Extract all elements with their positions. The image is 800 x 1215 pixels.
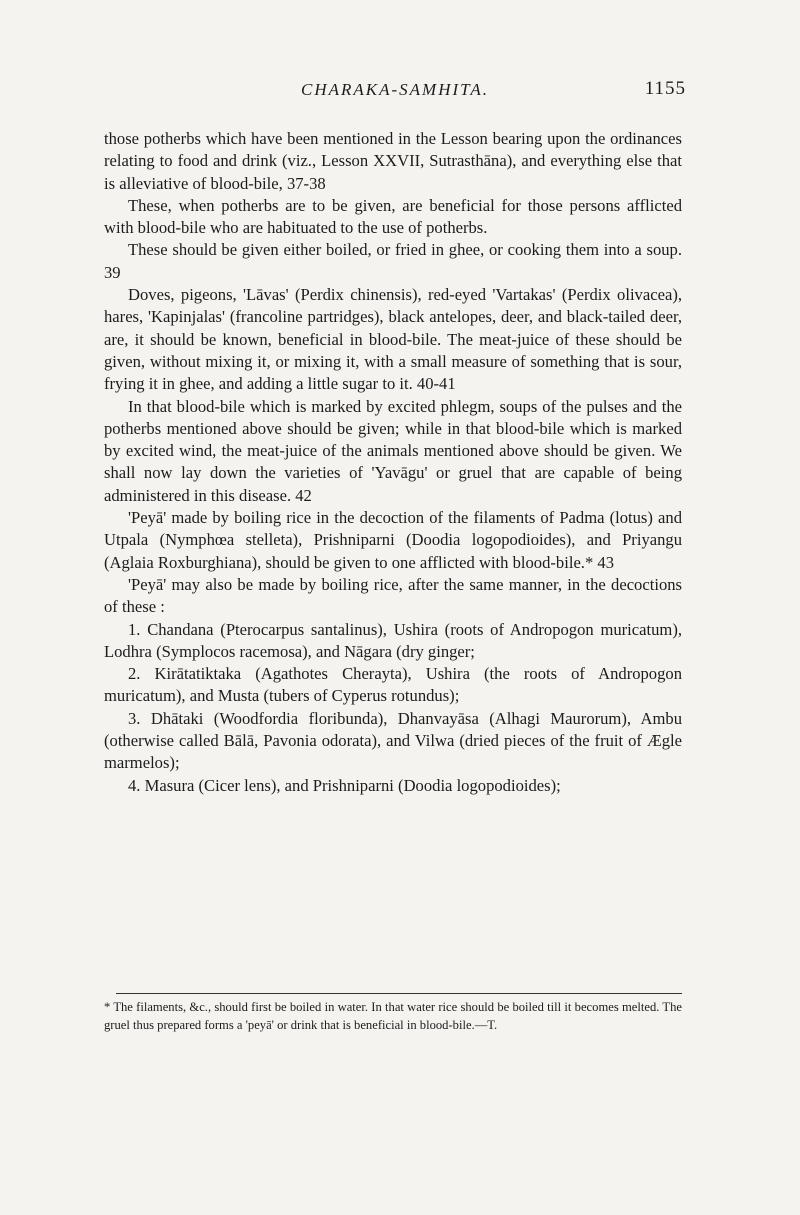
footnote-divider	[116, 993, 682, 994]
paragraph: 'Peyā' may also be made by boiling rice, after the same manner, in the decoctions of these :	[104, 574, 682, 617]
paragraph: Doves, pigeons, 'Lāvas' (Perdix chinensis), red-eyed 'Vartakas' (Perdix olivacea), hares, 'Kapinjalas' (francoline partridges), black antelopes, deer, and black-tailed deer, are, it should be known, beneficial in blood-bile. The meat-juice of these should be given, without mixing it, or mixing it, with a small measure of something that is sour, frying it in ghee, and adding a little sugar to it. 40-41	[104, 285, 682, 394]
footnote: * The filaments, &c., should first be boiled in water. In that water rice should be boiled till it becomes melted. The gruel thus prepared forms a 'peyā' or drink that is beneficial in blood-bile.—T.	[104, 1000, 682, 1032]
page-header	[104, 74, 686, 104]
paragraph: those potherbs which have been mentioned in the Lesson bearing upon the ordinances relating to food and drink (viz., Lesson XXVII, Sutrasthāna), and everything else that is alleviative of blood-bile, 37-38	[104, 129, 682, 193]
body-text	[104, 128, 682, 797]
list-item: 3. Dhātaki (Woodfordia floribunda), Dhanvayāsa (Alhagi Maurorum), Ambu (otherwise called Bālā, Pavonia odorata), and Vilwa (dried pieces of the fruit of Ægle marmelos);	[104, 708, 682, 773]
paragraph: These should be given either boiled, or fried in ghee, or cooking them into a soup. 39	[104, 240, 682, 282]
list-item: 4. Masura (Cicer lens), and Prishniparni (Doodia logopodioides);	[128, 775, 561, 795]
list-item: 1. Chandana (Pterocarpus santalinus), Ushira (roots of Andropogon muricatum), Lodhra (Symplocos racemosa), and Nāgara (dry ginger;	[104, 619, 682, 661]
paragraph: These, when potherbs are to be given, are beneficial for those persons afflicted with blood-bile who are habituated to the use of potherbs.	[104, 195, 682, 238]
paragraph: 'Peyā' made by boiling rice in the decoction of the filaments of Padma (lotus) and Utpala (Nymphœa stelleta), Prishniparni (Doodia logopodioides), and Priyangu (Aglaia Roxburghiana), should be given to one afflicted with blood-bile.* 43	[104, 508, 682, 572]
paragraph: In that blood-bile which is marked by excited phlegm, soups of the pulses and the potherbs mentioned above should be given; while in that blood-bile which is marked by excited wind, the meat-juice of the animals mentioned above should be given. We shall now lay down the varieties of 'Yavāgu' or gruel that are capable of being administered in this disease. 42	[104, 396, 682, 505]
running-title: CHARAKA-SAMHITA.	[301, 80, 489, 99]
list-item: 2. Kirātatiktaka (Agathotes Cherayta), Ushira (the roots of Andropogon muricatum), and Musta (tubers of Cyperus rotundus);	[104, 664, 682, 706]
page-number: 1155	[644, 78, 686, 99]
